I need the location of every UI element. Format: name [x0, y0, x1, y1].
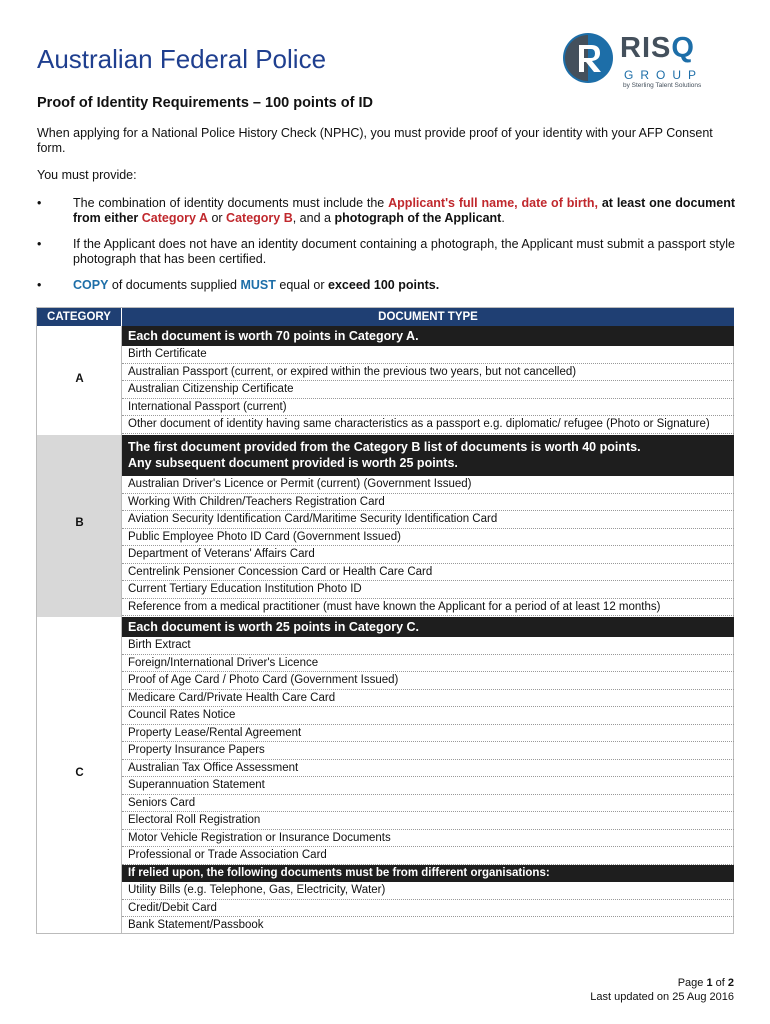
table-row: Centrelink Pensioner Concession Card or Health Care Card — [122, 564, 734, 582]
page-title: Australian Federal Police — [37, 44, 327, 74]
table-row: Department of Veterans' Affairs Card — [122, 546, 734, 564]
table-row: Utility Bills (e.g. Telephone, Gas, Electricity, Water) — [122, 882, 734, 900]
intro-paragraph: When applying for a National Police History Check (NPHC), you must provide proof of your identity with your AFP Consent form. — [37, 126, 713, 155]
last-updated: Last updated on 25 Aug 2016 — [590, 991, 734, 1003]
logo-wordmark: RISQ — [620, 32, 695, 64]
table-row: Medicare Card/Private Health Care Card — [122, 690, 734, 708]
table-row: Australian Passport (current, or expired within the previous two years, but not cancelled) — [122, 364, 734, 382]
bullet-icon: • — [37, 278, 42, 292]
category-b-label: B — [75, 517, 84, 529]
bullet-text: The combination of identity documents must include the Applicant's full name, date of birth, at least one document from either Category A or Category B, and a photograph of the Applicant. — [73, 196, 735, 225]
category-b-heading — [122, 435, 734, 476]
category-c-label: C — [75, 767, 84, 779]
table-row: International Passport (current) — [122, 399, 734, 417]
table-row: Proof of Age Card / Photo Card (Government Issued) — [122, 672, 734, 690]
document-type-column-header: DOCUMENT TYPE — [122, 308, 734, 326]
page-number: Page 1 of 2 — [677, 977, 734, 989]
category-a-heading: Each document is worth 70 points in Category A. — [122, 326, 734, 346]
bullet-icon: • — [37, 237, 42, 251]
bullet-text: If the Applicant does not have an identity document containing a photograph, the Applicant must submit a passport style photograph that has been certified. — [73, 237, 735, 266]
table-row: Australian Driver's Licence or Permit (current) (Government Issued) — [122, 476, 734, 494]
category-b-heading-line-1: The first document provided from the Category B list of documents is worth 40 points. — [128, 440, 641, 454]
table-row: Current Tertiary Education Institution Photo ID — [122, 581, 734, 599]
document-subtitle: Proof of Identity Requirements – 100 points of ID — [37, 95, 373, 111]
table-row: Aviation Security Identification Card/Maritime Security Identification Card — [122, 511, 734, 529]
table-row: Professional or Trade Association Card — [122, 847, 734, 865]
risq-logo-mark-icon — [562, 32, 614, 84]
table-row: Superannuation Statement — [122, 777, 734, 795]
risq-group-logo — [562, 30, 722, 92]
logo-tagline: by Sterling Talent Solutions — [623, 82, 702, 89]
category-b-heading-line-2: Any subsequent document provided is worth 25 points. — [128, 456, 458, 470]
category-c-heading: Each document is worth 25 points in Category C. — [122, 617, 734, 637]
table-row: Property Insurance Papers — [122, 742, 734, 760]
table-row: Public Employee Photo ID Card (Government Issued) — [122, 529, 734, 547]
category-column-header: CATEGORY — [37, 308, 122, 326]
table-row: Property Lease/Rental Agreement — [122, 725, 734, 743]
logo-group-text: GROUP — [624, 68, 704, 82]
table-row: Australian Citizenship Certificate — [122, 381, 734, 399]
table-row: Credit/Debit Card — [122, 900, 734, 918]
identity-documents-table — [36, 307, 734, 934]
table-row: Birth Extract — [122, 637, 734, 655]
table-row: Council Rates Notice — [122, 707, 734, 725]
table-row: Bank Statement/Passbook — [128, 919, 264, 931]
table-row: Working With Children/Teachers Registration Card — [122, 494, 734, 512]
table-row: Electoral Roll Registration — [122, 812, 734, 830]
must-provide-label: You must provide: — [37, 168, 137, 182]
table-row: Foreign/International Driver's Licence — [122, 655, 734, 673]
table-row: Reference from a medical practitioner (must have known the Applicant for a period of at least 12 months) — [122, 599, 734, 617]
category-a-cell — [37, 326, 122, 435]
table-row: Seniors Card — [122, 795, 734, 813]
bullet-icon: • — [37, 196, 42, 210]
category-a-label: A — [75, 373, 84, 385]
bullet-text: COPY of documents supplied MUST equal or exceed 100 points. — [73, 278, 440, 292]
table-row: Other document of identity having same characteristics as a passport e.g. diplomatic/ refugee (Photo or Signature) — [122, 416, 734, 434]
category-c-cell — [37, 617, 122, 933]
table-row: Motor Vehicle Registration or Insurance Documents — [122, 830, 734, 848]
table-row: Australian Tax Office Assessment — [122, 760, 734, 778]
table-row: Birth Certificate — [122, 346, 734, 364]
category-b-cell — [37, 435, 122, 617]
category-c-subheading: If relied upon, the following documents must be from different organisations: — [122, 865, 734, 883]
